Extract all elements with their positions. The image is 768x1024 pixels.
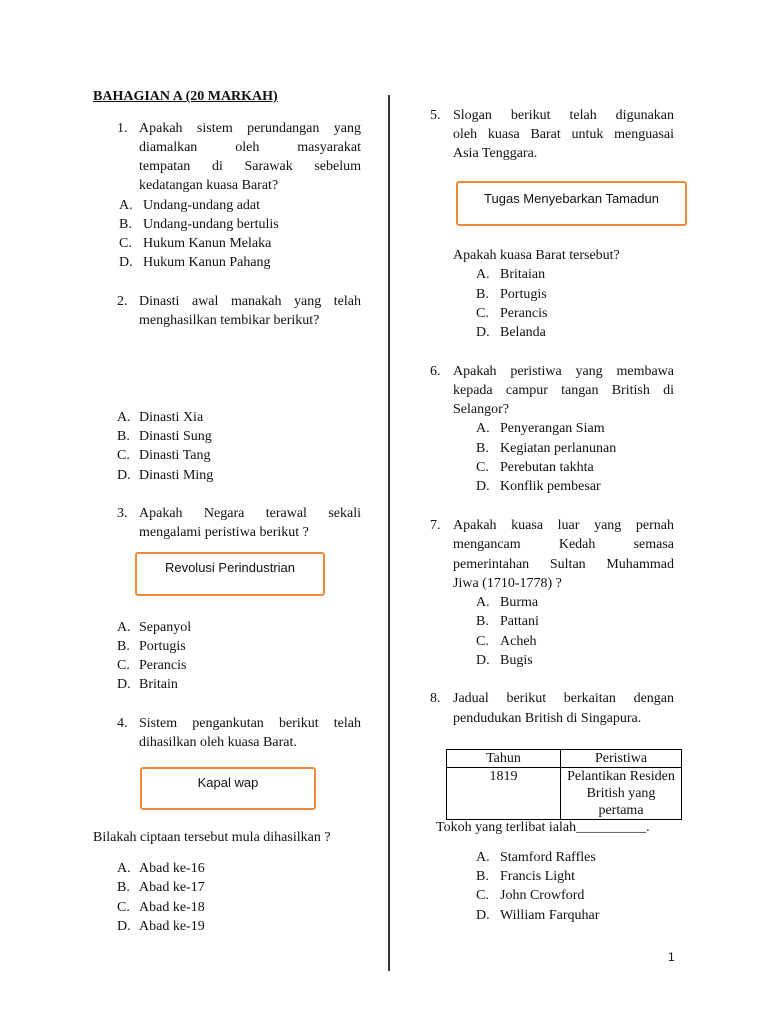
question-number: 3. bbox=[117, 506, 128, 521]
question-stem: Bilakah ciptaan tersebut mula dihasilkan ? bbox=[93, 830, 331, 845]
option-text: Portugis bbox=[500, 287, 547, 302]
option-text: John Crowford bbox=[500, 888, 585, 903]
option-text: Penyerangan Siam bbox=[500, 421, 605, 436]
question-text-line: menghasilkan tembikar berikut? bbox=[139, 313, 320, 328]
box-text: Kapal wap bbox=[197, 775, 259, 790]
option-letter: A. bbox=[476, 595, 490, 610]
option-letter: B. bbox=[117, 880, 130, 895]
question-text-line: Apakah kuasa luar yang pernah bbox=[453, 518, 674, 533]
option-text: Britain bbox=[139, 677, 178, 692]
question-number: 4. bbox=[117, 716, 128, 731]
option-text: Abad ke-19 bbox=[139, 919, 205, 934]
question-number: 6. bbox=[430, 364, 441, 379]
option-letter: D. bbox=[117, 919, 131, 934]
question-text-line: Apakah sistem perundangan yang bbox=[139, 121, 361, 136]
question-text-line: Jadual berikut berkaitan dengan bbox=[453, 691, 674, 706]
option-text: Perancis bbox=[500, 306, 548, 321]
question-text-line: mengalami peristiwa berikut ? bbox=[139, 525, 309, 540]
option-text: Konflik pembesar bbox=[500, 479, 601, 494]
column-divider bbox=[388, 95, 390, 971]
box-text: Tugas Menyebarkan Tamadun bbox=[484, 191, 659, 206]
option-letter: B. bbox=[117, 429, 130, 444]
option-letter: A. bbox=[476, 850, 490, 865]
option-letter: C. bbox=[119, 236, 132, 251]
option-letter: D. bbox=[117, 468, 131, 483]
option-text: Undang-undang bertulis bbox=[143, 217, 279, 232]
option-letter: C. bbox=[117, 900, 130, 915]
option-text: Hukum Kanun Melaka bbox=[143, 236, 272, 251]
question-text-line: Slogan berikut telah digunakan bbox=[453, 108, 674, 123]
option-text: Stamford Raffles bbox=[500, 850, 596, 865]
peristiwa-table bbox=[446, 749, 682, 820]
option-text: Dinasti Ming bbox=[139, 468, 214, 483]
question-number: 5. bbox=[430, 108, 441, 123]
table-header-row bbox=[447, 750, 682, 768]
question-text-line: kepada campur tangan British di bbox=[453, 383, 674, 398]
option-letter: B. bbox=[476, 869, 489, 884]
question-text-line: Dinasti awal manakah yang telah bbox=[139, 294, 361, 309]
option-text: Perebutan takhta bbox=[500, 460, 594, 475]
question-text-line: pendudukan British di Singapura. bbox=[453, 711, 642, 726]
option-text: Kegiatan perlanunan bbox=[500, 441, 617, 456]
question-3-box bbox=[135, 552, 325, 596]
option-letter: A. bbox=[117, 410, 131, 425]
question-text-line: oleh kuasa Barat untuk menguasai bbox=[453, 127, 674, 142]
box-text: Revolusi Perindustrian bbox=[164, 560, 296, 575]
option-letter: A. bbox=[119, 198, 133, 213]
question-text-line: dihasilkan oleh kuasa Barat. bbox=[139, 735, 297, 750]
option-letter: B. bbox=[119, 217, 132, 232]
option-text: Francis Light bbox=[500, 869, 576, 884]
option-text: Hukum Kanun Pahang bbox=[143, 255, 271, 270]
table-header-cell: Tahun bbox=[447, 750, 561, 768]
question-number: 7. bbox=[430, 518, 441, 533]
option-text: Sepanyol bbox=[139, 620, 192, 635]
option-letter: C. bbox=[117, 448, 130, 463]
question-text-line: mengancam Kedah semasa bbox=[453, 537, 674, 552]
option-text: William Farquhar bbox=[500, 908, 600, 923]
option-text: Perancis bbox=[139, 658, 187, 673]
option-letter: D. bbox=[476, 325, 490, 340]
option-text: Abad ke-18 bbox=[139, 900, 205, 915]
question-number: 2. bbox=[117, 294, 128, 309]
option-letter: D. bbox=[476, 479, 490, 494]
question-text-line: Sistem pengankutan berikut telah bbox=[139, 716, 361, 731]
question-number: 1. bbox=[117, 121, 128, 136]
option-letter: A. bbox=[476, 267, 490, 282]
option-letter: B. bbox=[476, 441, 489, 456]
question-text-line: tempatan di Sarawak sebelum bbox=[139, 159, 361, 174]
option-letter: A. bbox=[117, 620, 131, 635]
question-text-line: Apakah Negara terawal sekali bbox=[139, 506, 361, 521]
option-letter: B. bbox=[117, 639, 130, 654]
question-text-line: diamalkan oleh masyarakat bbox=[139, 140, 361, 155]
question-text-line: pemerintahan Sultan Muhammad bbox=[453, 557, 674, 572]
question-4-box bbox=[140, 767, 316, 810]
question-text-line: Asia Tenggara. bbox=[453, 146, 538, 161]
question-text-line: Selangor? bbox=[453, 402, 509, 417]
question-text-line: Jiwa (1710-1778) ? bbox=[453, 576, 562, 591]
question-stem: Tokoh yang terlibat ialah__________. bbox=[436, 820, 650, 835]
option-letter: C. bbox=[476, 888, 489, 903]
option-letter: C. bbox=[476, 306, 489, 321]
page-number: 1 bbox=[668, 950, 675, 964]
option-text: Burma bbox=[500, 595, 539, 610]
option-letter: B. bbox=[476, 287, 489, 302]
table-row bbox=[447, 768, 682, 820]
option-text: Abad ke-17 bbox=[139, 880, 205, 895]
option-text: Pattani bbox=[500, 614, 539, 629]
option-text: Acheh bbox=[500, 634, 537, 649]
option-letter: C. bbox=[117, 658, 130, 673]
table-cell: 1819 bbox=[447, 768, 561, 820]
option-text: Belanda bbox=[500, 325, 546, 340]
option-text: Dinasti Sung bbox=[139, 429, 212, 444]
option-text: Britaian bbox=[500, 267, 546, 282]
option-letter: D. bbox=[117, 677, 131, 692]
option-letter: D. bbox=[119, 255, 133, 270]
option-letter: B. bbox=[476, 614, 489, 629]
option-letter: C. bbox=[476, 460, 489, 475]
section-title: BAHAGIAN A (20 MARKAH) bbox=[93, 89, 278, 104]
option-letter: D. bbox=[476, 908, 490, 923]
option-text: Dinasti Tang bbox=[139, 448, 211, 463]
question-5-box bbox=[456, 181, 687, 226]
option-text: Abad ke-16 bbox=[139, 861, 205, 876]
question-text-line: kedatangan kuasa Barat? bbox=[139, 178, 279, 193]
option-letter: A. bbox=[117, 861, 131, 876]
table-header-cell: Peristiwa bbox=[561, 750, 682, 768]
question-text-line: Apakah peristiwa yang membawa bbox=[453, 364, 674, 379]
table-cell: Pelantikan Residen British yang pertama bbox=[561, 768, 682, 820]
option-letter: C. bbox=[476, 634, 489, 649]
option-text: Dinasti Xia bbox=[139, 410, 204, 425]
option-text: Undang-undang adat bbox=[143, 198, 261, 213]
question-number: 8. bbox=[430, 691, 441, 706]
question-stem: Apakah kuasa Barat tersebut? bbox=[453, 248, 620, 263]
option-letter: D. bbox=[476, 653, 490, 668]
option-text: Bugis bbox=[500, 653, 533, 668]
option-text: Portugis bbox=[139, 639, 186, 654]
option-letter: A. bbox=[476, 421, 490, 436]
